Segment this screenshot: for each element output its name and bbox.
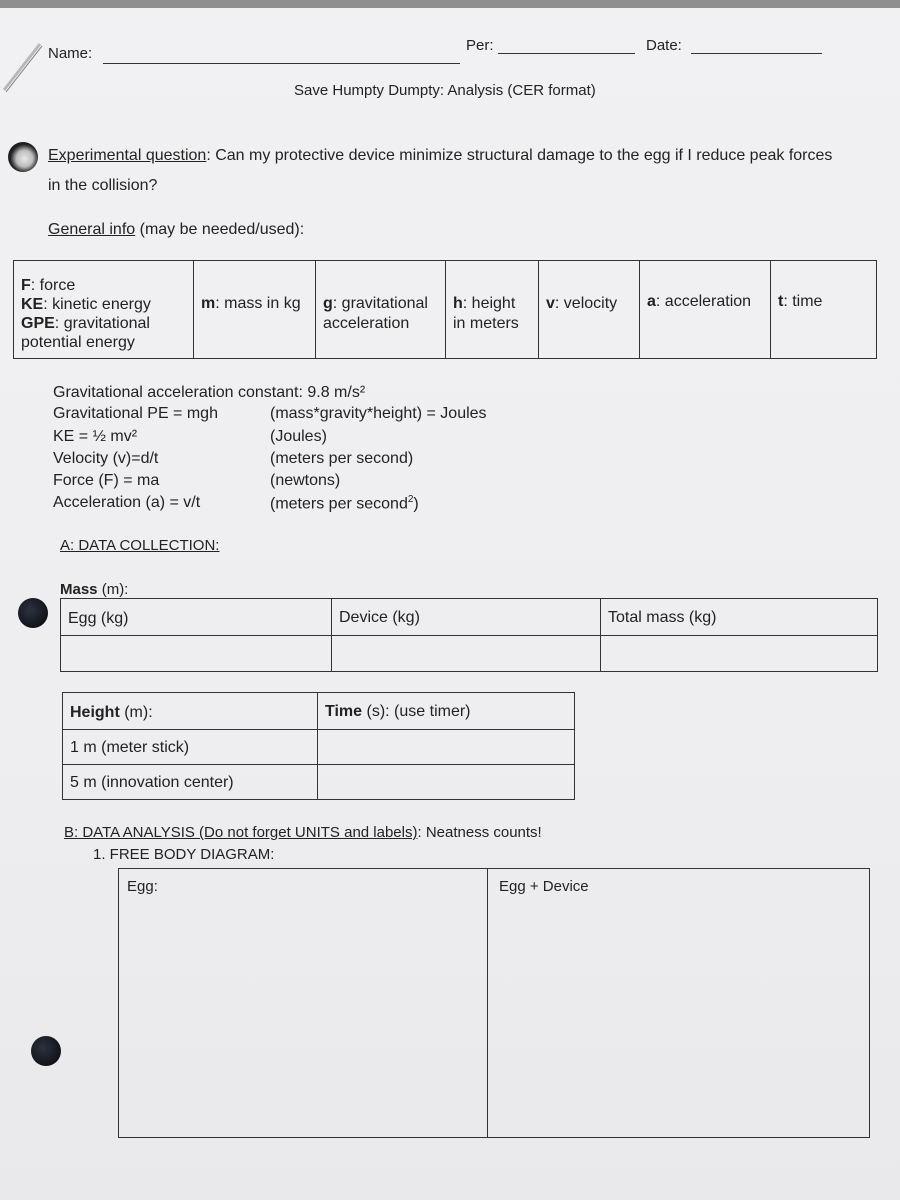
formula-force: Force (F) = ma — [53, 472, 160, 489]
punch-hole-bottom — [31, 1036, 61, 1066]
general-info-suffix: (may be needed/used): — [135, 221, 305, 238]
time-header: Time (s): (use timer) — [318, 693, 575, 730]
question-text-2: in the collision? — [48, 177, 158, 194]
section-b-suffix: : Neatness counts! — [417, 824, 542, 841]
per-field[interactable] — [498, 53, 635, 54]
mass-value-device[interactable] — [332, 636, 601, 672]
formula-gravity-constant: Gravitational acceleration constant: 9.8 m/s² — [53, 384, 366, 401]
section-b-heading — [64, 824, 542, 841]
free-body-diagram-area — [118, 868, 870, 1138]
general-info-heading — [48, 221, 304, 239]
punch-hole-top — [8, 142, 38, 172]
formula-velocity-units: (meters per second) — [270, 450, 414, 467]
date-label: Date: — [646, 37, 682, 54]
mass-header-egg: Egg (kg) — [61, 599, 332, 636]
var-cell-energy: F: force KE: kinetic energy GPE: gravitational potential energy — [14, 261, 194, 359]
variables-table — [13, 260, 877, 359]
mass-header-device: Device (kg) — [332, 599, 601, 636]
mass-value-egg[interactable] — [61, 636, 332, 672]
staple-mark — [0, 38, 46, 98]
punch-hole-middle — [18, 598, 48, 628]
formula-ke-units: (Joules) — [270, 428, 327, 445]
var-cell-velocity: v: velocity — [539, 261, 640, 359]
experimental-question — [48, 147, 832, 165]
name-field[interactable] — [103, 63, 460, 64]
fbd-egg-label: Egg: — [127, 878, 158, 895]
formula-gpe-units: (mass*gravity*height) = Joules — [270, 405, 487, 422]
time-value-5m[interactable] — [318, 765, 575, 800]
general-info-label: General info — [48, 221, 136, 238]
formula-acceleration: Acceleration (a) = v/t — [53, 494, 201, 511]
mass-label: Mass (m): — [60, 581, 129, 598]
formula-acceleration-units: (meters per second$^2$) — [270, 494, 419, 513]
height-row-5m: 5 m (innovation center) — [63, 765, 318, 800]
fbd-egg-device-label: Egg + Device — [499, 878, 589, 895]
formula-velocity: Velocity (v)=d/t — [53, 450, 159, 467]
var-cell-gravity: g: gravitational acceleration — [316, 261, 446, 359]
section-b-label: B: DATA ANALYSIS (Do not forget UNITS and labels) — [64, 824, 418, 841]
worksheet-page — [0, 8, 900, 1200]
fbd-egg-device-drawing-area[interactable] — [488, 869, 868, 1137]
var-cell-height: h: height in meters — [446, 261, 539, 359]
height-header: Height (m): — [63, 693, 318, 730]
date-field[interactable] — [691, 53, 822, 54]
height-time-table — [62, 692, 575, 800]
question-text-1: : Can my protective device minimize structural damage to the egg if I reduce peak forces — [206, 147, 833, 164]
mass-value-total[interactable] — [601, 636, 878, 672]
var-cell-mass: m: mass in kg — [194, 261, 316, 359]
fbd-heading: 1. FREE BODY DIAGRAM: — [93, 846, 275, 863]
section-a-heading: A: DATA COLLECTION: — [60, 537, 220, 554]
fbd-egg-drawing-area[interactable] — [119, 869, 487, 1137]
mass-table — [60, 598, 878, 672]
formula-gpe: Gravitational PE = mgh — [53, 405, 218, 422]
question-label: Experimental question — [48, 147, 207, 164]
time-value-1m[interactable] — [318, 730, 575, 765]
per-label: Per: — [466, 37, 494, 54]
page-title: Save Humpty Dumpty: Analysis (CER format) — [294, 82, 596, 99]
var-cell-acceleration: a: acceleration — [640, 261, 771, 359]
mass-header-total: Total mass (kg) — [601, 599, 878, 636]
formula-force-units: (newtons) — [270, 472, 341, 489]
height-row-1m: 1 m (meter stick) — [63, 730, 318, 765]
name-label: Name: — [48, 45, 93, 62]
formula-ke: KE = ½ mv² — [53, 428, 138, 445]
var-cell-time: t: time — [771, 261, 877, 359]
